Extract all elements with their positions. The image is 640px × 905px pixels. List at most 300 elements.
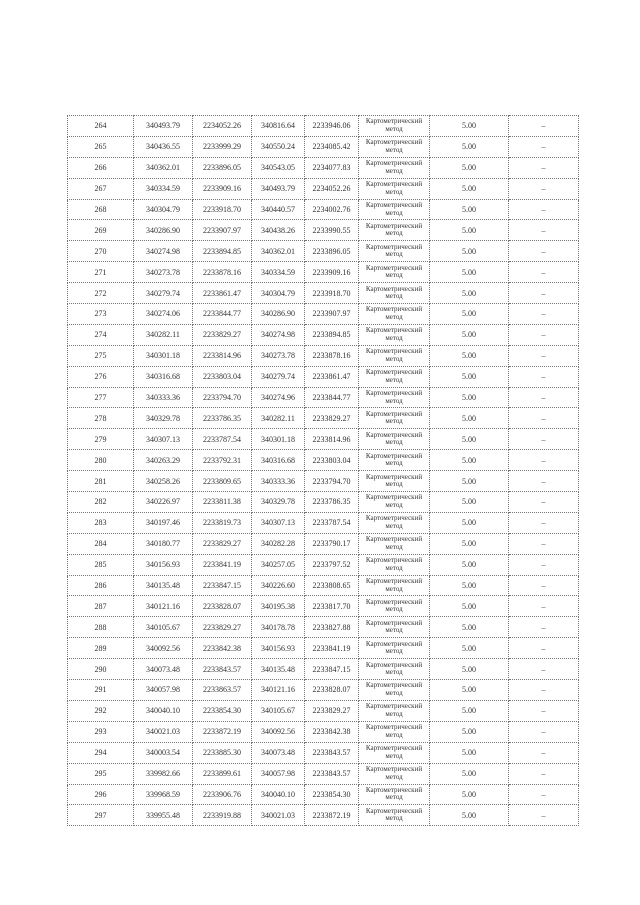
table-row [68,178,579,199]
x-coordinate-2-cell: 340543.05 [252,157,305,178]
method-cell: Картометрический метод [359,324,430,345]
y-coordinate-cell: 2233809.65 [193,471,252,492]
y-coordinate-2-cell: 2233829.27 [305,408,359,429]
table-row [68,324,579,345]
y-coordinate-2-cell: 2233828.07 [305,680,359,701]
note-cell: – [509,450,579,471]
accuracy-cell: 5.00 [430,199,509,220]
x-coordinate-2-cell: 340040.10 [252,784,305,805]
x-coordinate-2-cell: 340273.78 [252,345,305,366]
y-coordinate-2-cell: 2233909.16 [305,262,359,283]
point-number-cell: 296 [68,784,134,805]
x-coordinate-2-cell: 340329.78 [252,492,305,513]
note-cell: – [509,533,579,554]
point-number-cell: 276 [68,366,134,387]
method-cell: Картометрический метод [359,471,430,492]
table-row [68,554,579,575]
x-coordinate-cell: 340316.68 [134,366,193,387]
point-number-cell: 295 [68,763,134,784]
note-cell: – [509,805,579,826]
table-row [68,262,579,283]
method-cell: Картометрический метод [359,136,430,157]
method-cell: Картометрический метод [359,554,430,575]
note-cell: – [509,157,579,178]
y-coordinate-2-cell: 2233843.57 [305,763,359,784]
accuracy-cell: 5.00 [430,157,509,178]
y-coordinate-cell: 2233792.31 [193,450,252,471]
method-cell: Картометрический метод [359,512,430,533]
note-cell: – [509,199,579,220]
accuracy-cell: 5.00 [430,136,509,157]
x-coordinate-cell: 340003.54 [134,742,193,763]
y-coordinate-2-cell: 2233861.47 [305,366,359,387]
y-coordinate-2-cell: 2233790.17 [305,533,359,554]
x-coordinate-cell: 340307.13 [134,429,193,450]
note-cell: – [509,324,579,345]
point-number-cell: 285 [68,554,134,575]
method-cell: Картометрический метод [359,199,430,220]
x-coordinate-2-cell: 340195.38 [252,596,305,617]
y-coordinate-2-cell: 2233829.27 [305,700,359,721]
y-coordinate-cell: 2233828.07 [193,596,252,617]
y-coordinate-cell: 2233847.15 [193,575,252,596]
method-cell: Картометрический метод [359,721,430,742]
point-number-cell: 294 [68,742,134,763]
method-cell: Картометрический метод [359,700,430,721]
x-coordinate-cell: 340436.55 [134,136,193,157]
y-coordinate-cell: 2233885.30 [193,742,252,763]
method-cell: Картометрический метод [359,366,430,387]
x-coordinate-cell: 340279.74 [134,283,193,304]
method-cell: Картометрический метод [359,617,430,638]
table-row [68,220,579,241]
y-coordinate-cell: 2233786.35 [193,408,252,429]
table-row [68,659,579,680]
table-row [68,596,579,617]
method-cell: Картометрический метод [359,220,430,241]
method-cell: Картометрический метод [359,680,430,701]
table-row [68,199,579,220]
x-coordinate-cell: 340258.26 [134,471,193,492]
x-coordinate-2-cell: 340156.93 [252,638,305,659]
table-row [68,366,579,387]
y-coordinate-2-cell: 2233797.52 [305,554,359,575]
accuracy-cell: 5.00 [430,763,509,784]
point-number-cell: 264 [68,116,134,137]
accuracy-cell: 5.00 [430,366,509,387]
x-coordinate-cell: 340362.01 [134,157,193,178]
y-coordinate-2-cell: 2233841.19 [305,638,359,659]
y-coordinate-cell: 2233999.29 [193,136,252,157]
x-coordinate-2-cell: 340121.16 [252,680,305,701]
y-coordinate-cell: 2233894.85 [193,241,252,262]
method-cell: Картометрический метод [359,262,430,283]
point-number-cell: 278 [68,408,134,429]
y-coordinate-2-cell: 2233854.30 [305,784,359,805]
y-coordinate-cell: 2233878.16 [193,262,252,283]
y-coordinate-2-cell: 2233946.06 [305,116,359,137]
accuracy-cell: 5.00 [430,680,509,701]
method-cell: Картометрический метод [359,575,430,596]
x-coordinate-2-cell: 340307.13 [252,512,305,533]
x-coordinate-cell: 340334.59 [134,178,193,199]
note-cell: – [509,638,579,659]
y-coordinate-2-cell: 2233803.04 [305,450,359,471]
accuracy-cell: 5.00 [430,575,509,596]
x-coordinate-2-cell: 340057.98 [252,763,305,784]
note-cell: – [509,617,579,638]
x-coordinate-cell: 340274.06 [134,304,193,325]
accuracy-cell: 5.00 [430,784,509,805]
method-cell: Картометрический метод [359,450,430,471]
method-cell: Картометрический метод [359,492,430,513]
y-coordinate-2-cell: 2233808.65 [305,575,359,596]
table-row [68,805,579,826]
x-coordinate-2-cell: 340333.36 [252,471,305,492]
note-cell: – [509,304,579,325]
y-coordinate-cell: 2233819.73 [193,512,252,533]
accuracy-cell: 5.00 [430,262,509,283]
x-coordinate-cell: 340329.78 [134,408,193,429]
table-row [68,283,579,304]
accuracy-cell: 5.00 [430,659,509,680]
x-coordinate-2-cell: 340438.26 [252,220,305,241]
accuracy-cell: 5.00 [430,429,509,450]
y-coordinate-cell: 2233896.05 [193,157,252,178]
point-number-cell: 282 [68,492,134,513]
method-cell: Картометрический метод [359,387,430,408]
table-row [68,680,579,701]
table-row [68,533,579,554]
point-number-cell: 289 [68,638,134,659]
point-number-cell: 290 [68,659,134,680]
table-row [68,241,579,262]
point-number-cell: 291 [68,680,134,701]
note-cell: – [509,721,579,742]
point-number-cell: 288 [68,617,134,638]
x-coordinate-2-cell: 340440.57 [252,199,305,220]
y-coordinate-2-cell: 2233918.70 [305,283,359,304]
point-number-cell: 275 [68,345,134,366]
y-coordinate-cell: 2233899.61 [193,763,252,784]
method-cell: Картометрический метод [359,116,430,137]
x-coordinate-cell: 339968.59 [134,784,193,805]
accuracy-cell: 5.00 [430,178,509,199]
accuracy-cell: 5.00 [430,283,509,304]
note-cell: – [509,575,579,596]
x-coordinate-cell: 340301.18 [134,345,193,366]
x-coordinate-2-cell: 340274.98 [252,324,305,345]
y-coordinate-cell: 2233829.27 [193,324,252,345]
y-coordinate-cell: 2233844.77 [193,304,252,325]
accuracy-cell: 5.00 [430,408,509,429]
y-coordinate-2-cell: 2233786.35 [305,492,359,513]
x-coordinate-2-cell: 340286.90 [252,304,305,325]
x-coordinate-2-cell: 340274.96 [252,387,305,408]
table-row [68,408,579,429]
method-cell: Картометрический метод [359,241,430,262]
point-number-cell: 284 [68,533,134,554]
x-coordinate-cell: 340180.77 [134,533,193,554]
point-number-cell: 287 [68,596,134,617]
table-row [68,450,579,471]
note-cell: – [509,596,579,617]
accuracy-cell: 5.00 [430,345,509,366]
table-row [68,471,579,492]
x-coordinate-2-cell: 340316.68 [252,450,305,471]
y-coordinate-cell: 2233814.96 [193,345,252,366]
y-coordinate-2-cell: 2233878.16 [305,345,359,366]
point-number-cell: 281 [68,471,134,492]
note-cell: – [509,659,579,680]
x-coordinate-2-cell: 340135.48 [252,659,305,680]
point-number-cell: 269 [68,220,134,241]
x-coordinate-2-cell: 340178.78 [252,617,305,638]
table-row [68,617,579,638]
table-row [68,387,579,408]
y-coordinate-cell: 2233829.27 [193,533,252,554]
y-coordinate-cell: 2233919.88 [193,805,252,826]
note-cell: – [509,387,579,408]
y-coordinate-2-cell: 2233896.05 [305,241,359,262]
note-cell: – [509,680,579,701]
x-coordinate-cell: 340092.56 [134,638,193,659]
y-coordinate-cell: 2233863.57 [193,680,252,701]
x-coordinate-2-cell: 340073.48 [252,742,305,763]
note-cell: – [509,241,579,262]
accuracy-cell: 5.00 [430,742,509,763]
x-coordinate-2-cell: 340493.79 [252,178,305,199]
x-coordinate-2-cell: 340092.56 [252,721,305,742]
method-cell: Картометрический метод [359,638,430,659]
x-coordinate-cell: 340304.79 [134,199,193,220]
point-number-cell: 270 [68,241,134,262]
method-cell: Картометрический метод [359,805,430,826]
y-coordinate-2-cell: 2233847.15 [305,659,359,680]
x-coordinate-2-cell: 340362.01 [252,241,305,262]
note-cell: – [509,492,579,513]
y-coordinate-cell: 2233909.16 [193,178,252,199]
y-coordinate-2-cell: 2233894.85 [305,324,359,345]
accuracy-cell: 5.00 [430,471,509,492]
point-number-cell: 265 [68,136,134,157]
accuracy-cell: 5.00 [430,805,509,826]
note-cell: – [509,784,579,805]
accuracy-cell: 5.00 [430,492,509,513]
table-row [68,492,579,513]
method-cell: Картометрический метод [359,283,430,304]
x-coordinate-2-cell: 340282.28 [252,533,305,554]
table-row [68,345,579,366]
x-coordinate-cell: 340040.10 [134,700,193,721]
note-cell: – [509,700,579,721]
point-number-cell: 273 [68,304,134,325]
note-cell: – [509,742,579,763]
y-coordinate-2-cell: 2233787.54 [305,512,359,533]
x-coordinate-cell: 340197.46 [134,512,193,533]
x-coordinate-cell: 340333.36 [134,387,193,408]
note-cell: – [509,512,579,533]
y-coordinate-2-cell: 2233990.55 [305,220,359,241]
table-row [68,575,579,596]
table-row [68,721,579,742]
y-coordinate-2-cell: 2233872.19 [305,805,359,826]
accuracy-cell: 5.00 [430,304,509,325]
table-row [68,304,579,325]
note-cell: – [509,763,579,784]
table-row [68,638,579,659]
x-coordinate-2-cell: 340301.18 [252,429,305,450]
y-coordinate-cell: 2233841.19 [193,554,252,575]
y-coordinate-cell: 2233842.38 [193,638,252,659]
coordinates-table [67,115,579,826]
accuracy-cell: 5.00 [430,700,509,721]
point-number-cell: 293 [68,721,134,742]
point-number-cell: 271 [68,262,134,283]
y-coordinate-2-cell: 2233817.70 [305,596,359,617]
x-coordinate-cell: 339982.66 [134,763,193,784]
x-coordinate-cell: 340226.97 [134,492,193,513]
x-coordinate-2-cell: 340304.79 [252,283,305,304]
x-coordinate-cell: 340493.79 [134,116,193,137]
y-coordinate-cell: 2233843.57 [193,659,252,680]
method-cell: Картометрический метод [359,596,430,617]
x-coordinate-cell: 340105.67 [134,617,193,638]
coordinates-table-body [68,116,579,826]
x-coordinate-cell: 340273.78 [134,262,193,283]
y-coordinate-2-cell: 2233794.70 [305,471,359,492]
accuracy-cell: 5.00 [430,512,509,533]
accuracy-cell: 5.00 [430,241,509,262]
y-coordinate-cell: 2233803.04 [193,366,252,387]
x-coordinate-cell: 340057.98 [134,680,193,701]
method-cell: Картометрический метод [359,763,430,784]
x-coordinate-cell: 340286.90 [134,220,193,241]
table-row [68,512,579,533]
point-number-cell: 268 [68,199,134,220]
accuracy-cell: 5.00 [430,638,509,659]
accuracy-cell: 5.00 [430,617,509,638]
x-coordinate-cell: 340135.48 [134,575,193,596]
accuracy-cell: 5.00 [430,554,509,575]
point-number-cell: 277 [68,387,134,408]
note-cell: – [509,554,579,575]
table-row [68,784,579,805]
x-coordinate-cell: 340282.11 [134,324,193,345]
point-number-cell: 267 [68,178,134,199]
note-cell: – [509,178,579,199]
point-number-cell: 292 [68,700,134,721]
x-coordinate-2-cell: 340282.11 [252,408,305,429]
method-cell: Картометрический метод [359,408,430,429]
accuracy-cell: 5.00 [430,220,509,241]
y-coordinate-cell: 2233906.76 [193,784,252,805]
y-coordinate-2-cell: 2233814.96 [305,429,359,450]
x-coordinate-2-cell: 340105.67 [252,700,305,721]
y-coordinate-2-cell: 2233827.88 [305,617,359,638]
x-coordinate-cell: 340274.98 [134,241,193,262]
table-row [68,742,579,763]
y-coordinate-cell: 2234052.26 [193,116,252,137]
point-number-cell: 266 [68,157,134,178]
x-coordinate-cell: 340156.93 [134,554,193,575]
y-coordinate-cell: 2233854.30 [193,700,252,721]
table-row [68,136,579,157]
method-cell: Картометрический метод [359,304,430,325]
point-number-cell: 286 [68,575,134,596]
method-cell: Картометрический метод [359,659,430,680]
method-cell: Картометрический метод [359,345,430,366]
note-cell: – [509,429,579,450]
note-cell: – [509,116,579,137]
accuracy-cell: 5.00 [430,387,509,408]
accuracy-cell: 5.00 [430,116,509,137]
x-coordinate-cell: 340263.29 [134,450,193,471]
accuracy-cell: 5.00 [430,596,509,617]
table-row [68,763,579,784]
method-cell: Картометрический метод [359,429,430,450]
x-coordinate-cell: 340021.03 [134,721,193,742]
y-coordinate-cell: 2233794.70 [193,387,252,408]
accuracy-cell: 5.00 [430,450,509,471]
point-number-cell: 279 [68,429,134,450]
point-number-cell: 283 [68,512,134,533]
x-coordinate-cell: 340073.48 [134,659,193,680]
y-coordinate-cell: 2233907.97 [193,220,252,241]
y-coordinate-cell: 2233861.47 [193,283,252,304]
x-coordinate-2-cell: 340334.59 [252,262,305,283]
y-coordinate-cell: 2233811.38 [193,492,252,513]
x-coordinate-2-cell: 340257.05 [252,554,305,575]
y-coordinate-2-cell: 2233844.77 [305,387,359,408]
point-number-cell: 297 [68,805,134,826]
note-cell: – [509,136,579,157]
y-coordinate-2-cell: 2234052.26 [305,178,359,199]
method-cell: Картометрический метод [359,784,430,805]
y-coordinate-2-cell: 2234085.42 [305,136,359,157]
table-row [68,429,579,450]
x-coordinate-cell: 340121.16 [134,596,193,617]
y-coordinate-cell: 2233918.70 [193,199,252,220]
note-cell: – [509,220,579,241]
y-coordinate-2-cell: 2233843.57 [305,742,359,763]
note-cell: – [509,345,579,366]
y-coordinate-2-cell: 2233842.38 [305,721,359,742]
y-coordinate-cell: 2233829.27 [193,617,252,638]
x-coordinate-cell: 339955.48 [134,805,193,826]
table-row [68,116,579,137]
table-row [68,157,579,178]
accuracy-cell: 5.00 [430,324,509,345]
method-cell: Картометрический метод [359,178,430,199]
y-coordinate-2-cell: 2234002.76 [305,199,359,220]
x-coordinate-2-cell: 340550.24 [252,136,305,157]
method-cell: Картометрический метод [359,157,430,178]
note-cell: – [509,262,579,283]
method-cell: Картометрический метод [359,742,430,763]
x-coordinate-2-cell: 340226.60 [252,575,305,596]
y-coordinate-cell: 2233787.54 [193,429,252,450]
x-coordinate-2-cell: 340021.03 [252,805,305,826]
method-cell: Картометрический метод [359,533,430,554]
point-number-cell: 272 [68,283,134,304]
note-cell: – [509,283,579,304]
y-coordinate-cell: 2233872.19 [193,721,252,742]
accuracy-cell: 5.00 [430,721,509,742]
accuracy-cell: 5.00 [430,533,509,554]
point-number-cell: 274 [68,324,134,345]
y-coordinate-2-cell: 2233907.97 [305,304,359,325]
